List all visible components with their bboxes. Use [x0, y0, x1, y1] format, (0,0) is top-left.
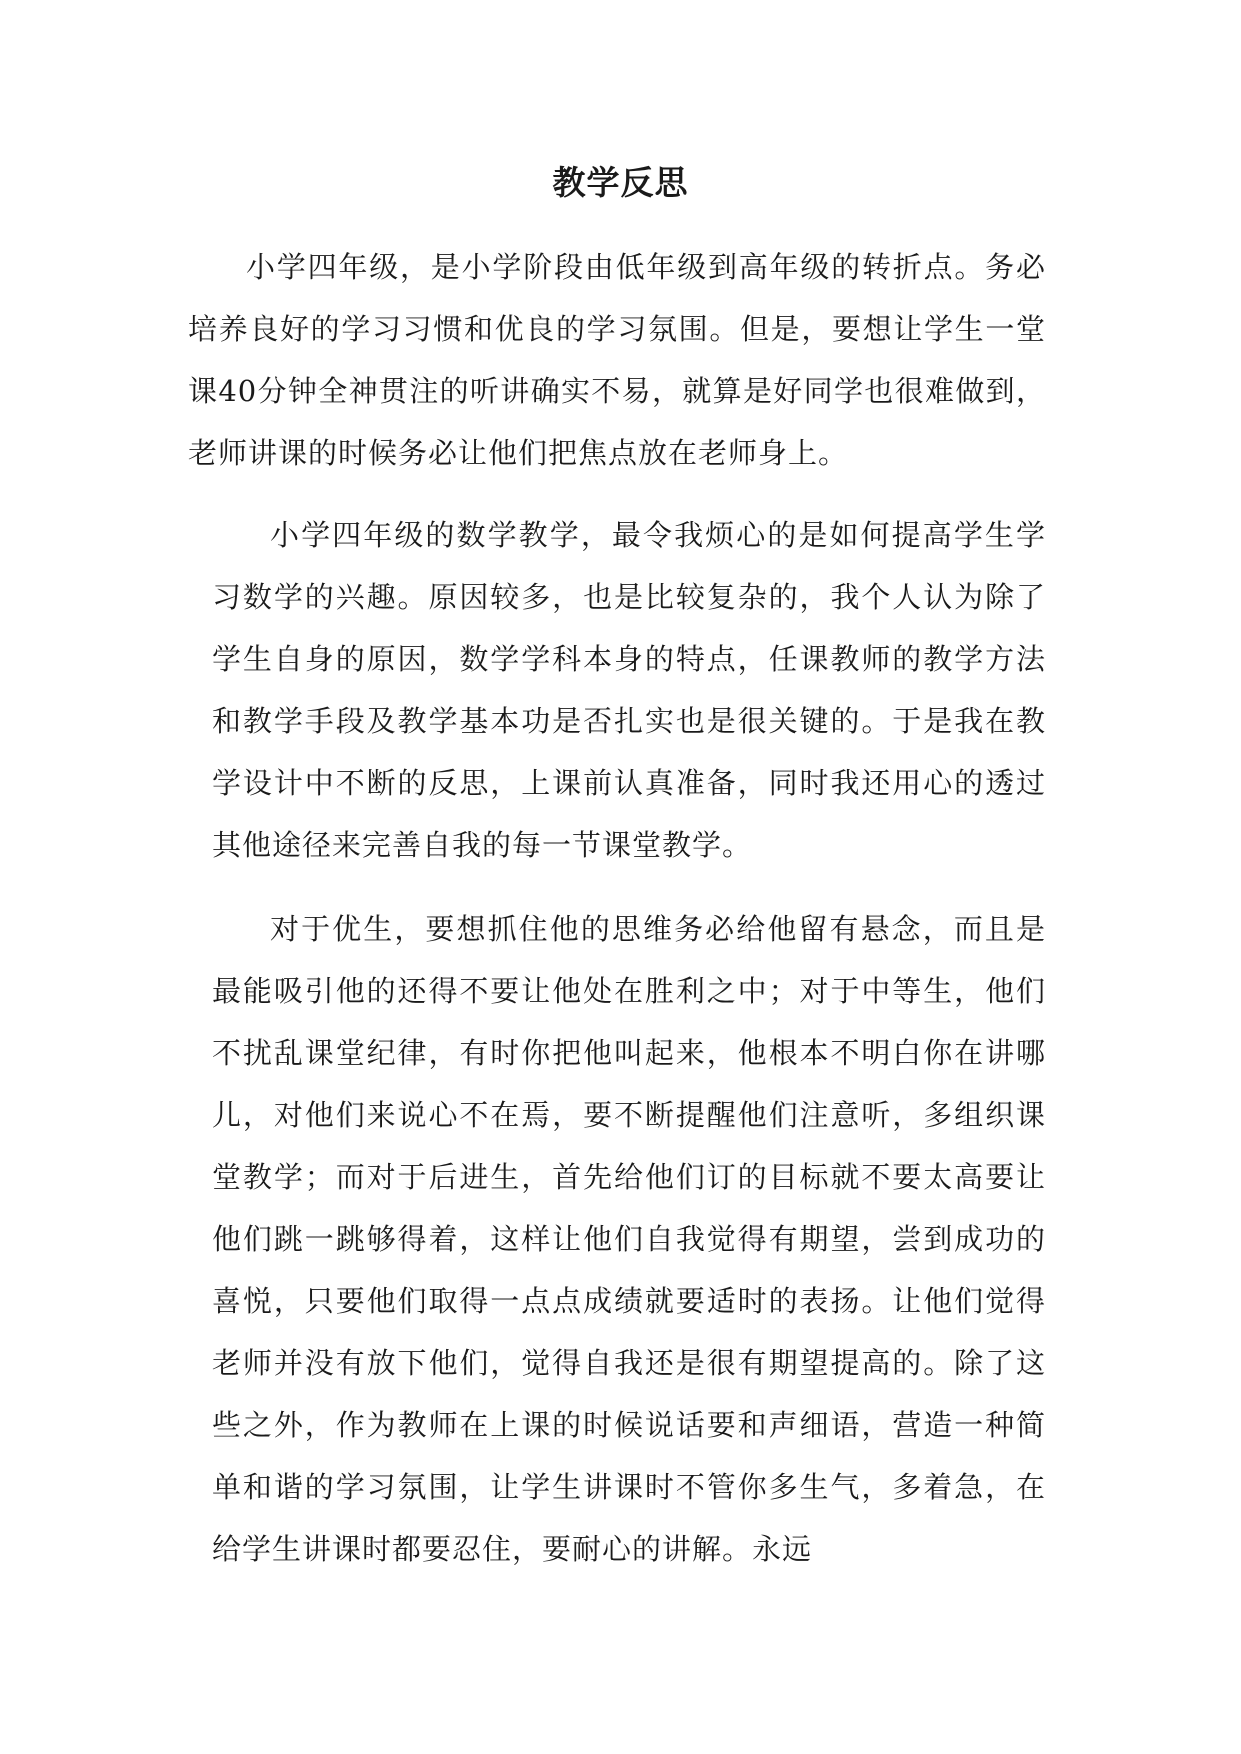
document-title: 教学反思 — [552, 163, 689, 202]
paragraph-3: 对于优生，要想抓住他的思维务必给他留有悬念，而且是最能吸引他的还得不要让他处在胜利之中；对于中等生，他们不扰乱课堂纪律，有时你把他叫起来，他根本不明白你在讲哪儿，对他们来说心不在焉，要不断提醒他们注意听，多组织课堂教学；而对于后进生，首先给他们订的目标就不要太高要让他们跳一跳够得着，这样让他们自我觉得有期望，尝到成功的喜悦，只要他们取得一点点成绩就要适时的表扬。让他们觉得老师并没有放下他们，觉得自我还是很有期望提高的。除了这些之外，作为教师在上课的时候说话要和声细语，营造一种简单和谐的学习氛围，让学生讲课时不管你多生气，多着急，在给学生讲课时都要忍住，要耐心的讲解。永远 — [212, 912, 1046, 1566]
paragraph-1: 小学四年级，是小学阶段由低年级到高年级的转折点。务必培养良好的学习习惯和优良的学习氛围。但是，要想让学生一堂课40分钟全神贯注的听讲确实不易，就算是好同学也很难做到，老师讲课的时候务必让他们把焦点放在老师身上。 — [188, 250, 1046, 470]
paragraph-2: 小学四年级的数学教学，最令我烦心的是如何提高学生学习数学的兴趣。原因较多，也是比较复杂的，我个人认为除了学生自身的原因，数学学科本身的特点，任课教师的教学方法和教学手段及教学基本功是否扎实也是很关键的。于是我在教学设计中不断的反思，上课前认真准备，同时我还用心的透过其他途径来完善自我的每一节课堂教学。 — [212, 518, 1046, 862]
